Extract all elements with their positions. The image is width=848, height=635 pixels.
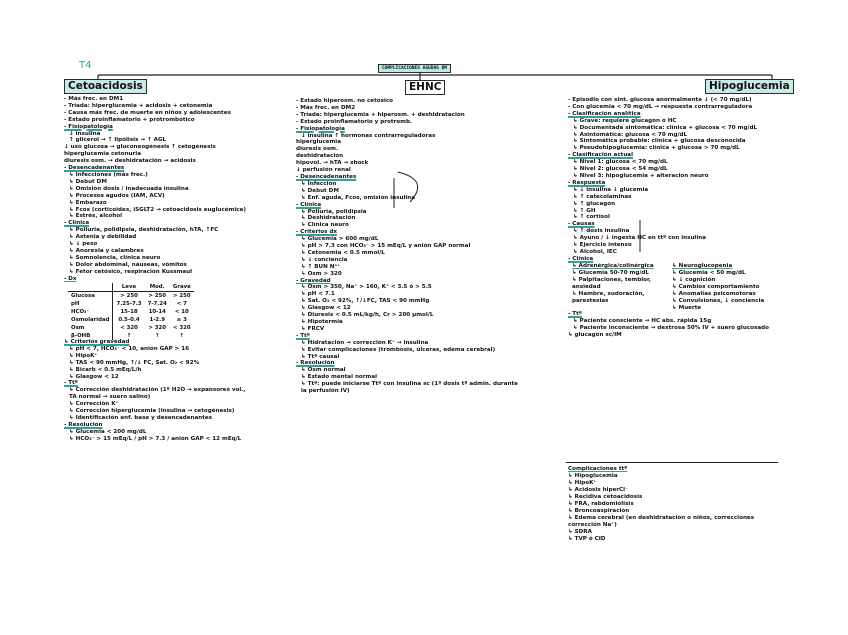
list-item: ↳ Hipoglucemia — [568, 473, 618, 479]
section-heading: - Causas — [568, 221, 595, 228]
note-line: ↳ ↑ GH — [573, 207, 596, 214]
list-item: parestesias — [572, 298, 609, 304]
note-line: ↳ Osm > 350, Na⁺ > 160, K⁺ < 3.5 ó > 5.5 — [301, 284, 432, 291]
note-line: ↳ glucagón sc/IM — [568, 331, 622, 338]
section-heading: - Resolución — [296, 360, 335, 367]
table-cell: < 320 — [172, 325, 191, 331]
note-line: ↳ Procesos agudos (IAM, ACV) — [69, 192, 165, 199]
list-item: ↳ SDRA — [568, 529, 592, 535]
table-cell: 7-7.24 — [147, 301, 167, 307]
note-line: - Con glucemia < 70 mg/dL → respuesta contrarreguladora — [568, 103, 753, 110]
list-item: ↳ Cambios comportamiento — [672, 284, 760, 290]
note-line: ↳ Glasgow < 12 — [301, 305, 351, 312]
note-line: ↳ Sintomática probable: clínica + glucosa desconocida — [573, 138, 746, 145]
complicaciones-tto — [568, 466, 798, 543]
table-cell: HCO₃⁻ — [68, 308, 113, 316]
note-line: ↳ Corrección deshidratación (1º H2O → expansores vol., — [69, 387, 246, 394]
section-heading: - Ttº — [568, 311, 582, 317]
note-line: ↳ TAS < 90 mmHg, ↑/↓ FC, Sat. O₂ < 92% — [69, 359, 200, 366]
note-line: ↳ Alcohol, IEC — [573, 248, 617, 255]
note-line: ↳ Ttº causal — [301, 353, 340, 360]
note-line: la perfusión IV) — [301, 388, 350, 395]
table-cell: Osm — [68, 324, 113, 332]
note-line: ↳ Hipotermia — [301, 319, 343, 325]
table-row — [68, 292, 194, 301]
note-line: ↳ pH < 7, HCO₃⁻ < 10, anión GAP > 16 — [69, 345, 190, 352]
list-item: ↳ FRA, rabdomiólisis — [568, 501, 634, 507]
section-heading: - Dx — [64, 275, 77, 282]
note-line: ↳ Paciente consciente → HC abs. rápida 15g — [573, 317, 712, 324]
note-line: - Más frec. en DM1 — [64, 96, 124, 102]
table-cell: > 320 — [148, 325, 167, 331]
note-line: - Tríada: hiperglucemia + acidosis + cetonemia — [64, 102, 213, 109]
section-divider — [566, 462, 778, 463]
note-line: ↳ Grave: requiere glucagón ó HC — [573, 117, 677, 124]
section-heading: - Desencadenantes — [296, 173, 357, 180]
section-heading: - Respuesta — [568, 179, 606, 186]
section-heading: - Gravedad — [296, 277, 331, 284]
note-line: ↳ Osm > 320 — [301, 270, 342, 277]
table-cell: 15-18 — [120, 309, 138, 315]
list-item: ↳ HipoK⁺ — [568, 480, 597, 486]
note-line: ↳ pH > 7.3 con HCO₃⁻ > 15 mEq/L y anión GAP normal — [301, 243, 471, 250]
table-cell: < 320 — [120, 325, 138, 331]
list-item: ↳ Muerte — [672, 305, 702, 311]
table-cell: ↑ — [154, 333, 160, 339]
note-line: ↳ Cetonemia < 0.5 mmol/L — [301, 249, 385, 256]
note-line: ↳ Corrección K⁺ — [69, 401, 119, 408]
note-line: ↳ Somnolencia, clínica neuro — [69, 254, 161, 261]
table-row — [68, 316, 194, 324]
note-line: ↳ ↑ glucagón — [573, 200, 616, 207]
table-row — [68, 308, 194, 316]
note-line: ↳ ↑ cortisol — [573, 214, 610, 221]
table-cell: > 250 — [148, 293, 167, 299]
note-line: ↳ pH < 7.1 — [301, 291, 335, 298]
note-line: - Estado proinflamatorio y protromb. — [296, 118, 413, 125]
note-line: diuresis osm. — [296, 146, 339, 153]
section-heading: - Clínica — [64, 220, 90, 227]
note-line: ↳ Estrés, alcohol — [69, 213, 123, 220]
note-line: diuresis osm. → deshidratación → acidosis — [64, 158, 196, 165]
note-line: ↳ Asintomática: glucosa < 70 mg/dL — [573, 131, 688, 138]
clinica-adrenergica — [572, 263, 654, 305]
note-line: ↳ ↑ dosis insulina — [573, 228, 630, 235]
table-cell: < 7 — [176, 301, 187, 307]
table-row — [68, 300, 194, 308]
note-line: ↳ HCO₃⁻ > 15 mEq/L / pH > 7.3 / anión GAP < 12 mEq/L — [69, 435, 242, 442]
list-item: ↳ Broncoaspiración — [568, 508, 630, 514]
note-line: ↳ Infección — [301, 180, 337, 187]
note-line: ↳ Glasgow < 12 — [69, 373, 119, 380]
note-line: ↳ Estado mental normal — [301, 374, 378, 381]
note-line: ↳ Fetor cetósico, respiración Kussmaul — [69, 268, 193, 275]
note-line: - Episodio con sint. glucosa anormalmente ↓ (< 70 mg/dL) — [568, 97, 752, 103]
section-heading: - Criterios dx — [296, 229, 337, 236]
section-heading: - Ttº — [296, 332, 310, 339]
note-line: ↳ Glucemia < 200 mg/dL — [69, 428, 147, 435]
list-item: ↳ Anomalías psicomotoras — [672, 291, 756, 297]
table-header-cell: Grave — [170, 283, 194, 292]
note-line: ↳ Bicarb < 0.5 mEq/L/h — [69, 366, 142, 373]
note-line: ↳ Poliuria, polidipsia, deshidratación, hTA, ↑FC — [69, 227, 219, 234]
note-line: ↑ glicerol → ↑ lipólisis → ↑ AGL — [69, 137, 167, 144]
note-line: hiperglucemia — [296, 139, 341, 146]
note-line: ↳ Nivel 3: hipoglucemia + alteración neuro — [573, 172, 709, 179]
note-line: ↳ FRCV — [301, 325, 325, 332]
table-cell: Osmolaridad — [68, 316, 113, 324]
note-line: hipovol. → hTA → shock — [296, 160, 369, 167]
note-line: ↳ Embarazo — [69, 199, 107, 206]
note-line: ↳ Nivel 1: glucosa < 70 mg/dL — [573, 159, 668, 166]
table-header-row — [68, 283, 194, 292]
note-line: ↳ Evitar complicaciones (trombosis, úlceras, edema cerebral) — [301, 346, 496, 353]
note-line: ↳ Anorexia y calambres — [69, 247, 144, 254]
clinica-neuroglucopenia-title: ↳ Neuroglucopenia — [672, 263, 733, 269]
list-item: ↳ Convulsiones, ↓ conciencia — [672, 298, 765, 304]
note-line: ↳ Sat. O₂ < 92%, ↑/↓FC, TAS < 90 mmHg — [301, 298, 430, 305]
page-tag: T4 — [79, 60, 92, 71]
note-line: ↳ Fcos (corticoides, iSGLT2 → cetoacidosis euglucémica) — [69, 206, 246, 213]
section-heading: - Fisiopatología — [296, 125, 345, 132]
table-cell: 1-2.9 — [149, 317, 165, 323]
note-line: ↳ Dolor abdominal, náuseas, vómitos — [69, 261, 187, 268]
note-line: - Estado hiperosm. no cetósico — [296, 98, 393, 104]
table-cell: ↑ — [179, 333, 185, 339]
heading-cetoacidosis: Cetoacidosis — [64, 79, 147, 94]
table-cell: Glucosa — [68, 292, 113, 301]
note-line: ↳ Corrección hiperglucemia (insulina → cetogénesis) — [69, 408, 235, 415]
note-line: ↳ Pseudohipoglucemia: clínica + glucosa > 70 mg/dL — [573, 145, 740, 152]
list-item: ↳ Glucemia < 50 mg/dL — [672, 270, 746, 276]
clinica-neuroglucopenia — [672, 263, 764, 312]
note-line: ↳ ↑ catecolaminas — [573, 193, 632, 200]
note-line: ↳ Debut DM — [69, 178, 107, 185]
table-cell: 10-14 — [148, 309, 166, 315]
table-cell: > 250 — [172, 293, 191, 299]
note-line: ↳ Clínica neuro — [301, 222, 349, 229]
list-item: ↳ Glucemia 50-70 mg/dL — [572, 270, 649, 276]
note-line: ↳ Diuresis < 0.5 mL/kg/h, Cr > 200 μmol/L — [301, 312, 434, 319]
section-heading: - Desencadenantes — [64, 165, 125, 172]
note-line: ↳ ↓ peso — [69, 241, 98, 248]
note-line: ↳ Debut DM — [301, 187, 339, 194]
section-heading: - Clasificación actual — [568, 152, 633, 159]
list-item: ↳ Palpitaciones, temblor, — [572, 277, 652, 283]
note-line: ↳ HipoK⁺ — [69, 352, 98, 359]
list-item: ↳ Recidiva cetoacidosis — [568, 494, 643, 500]
note-line: TA normal → suero salino) — [69, 394, 151, 401]
note-line: ↓ uso glucosa → gluconeogénesis ↑ cetogénesis — [64, 144, 216, 151]
section-heading: - Clínica — [296, 201, 322, 208]
note-line: ↳ Poliuria, polidipsia — [301, 208, 367, 215]
heading-ehnc: EHNC — [405, 80, 445, 95]
list-item: ↳ Hambre, sudoración, — [572, 291, 645, 297]
heading-hipoglucemia: Hipoglucemia — [705, 79, 794, 94]
dx-table — [68, 283, 194, 340]
note-line: ↳ ↓ insulina ↓ glucemia — [573, 186, 649, 193]
note-line: ↳ Glucemia > 600 mg/dL — [301, 236, 379, 243]
note-line: ↳ Nivel 2: glucosa < 54 mg/dL — [573, 166, 668, 173]
note-line: - Estado proinflamatorio + protrombótico — [64, 116, 195, 123]
table-cell: ≥ 3 — [176, 317, 187, 323]
section-heading: - Resolución — [64, 421, 103, 428]
section-heading: - Clasificación analítica — [568, 110, 641, 117]
table-cell: β-OHB — [68, 332, 113, 340]
note-line: ↳ Ayuno / ↓ ingesta HC en ttº con insulina — [573, 235, 707, 242]
note-line: ↳ Identificación enf. base y desencadenantes — [69, 414, 213, 421]
note-line: - Causa más frec. de muerte en niños y adolescentes — [64, 109, 231, 116]
table-header-cell — [68, 283, 113, 292]
table-cell: 0.5-0.4 — [118, 317, 140, 323]
complicaciones-title: Complicaciones ttº — [568, 466, 628, 472]
note-line: ↳ Paciente inconsciente → dextrosa 50% IV + suero glucosado — [573, 324, 769, 331]
clinica-adrenergica-title: ↳ Adrenérgica/colinérgica — [572, 263, 654, 269]
list-item: ↳ Acidosis hiperCl⁻ — [568, 487, 628, 493]
table-cell: pH — [68, 300, 113, 308]
hipoglucemia-column — [568, 97, 788, 263]
section-heading: - Fisiopatología — [64, 123, 113, 130]
note-line: deshidratación — [296, 153, 344, 160]
table-cell: < 10 — [174, 309, 189, 315]
table-cell: > 250 — [120, 293, 138, 299]
note-line: ↳ Ttº: puede iniciarse Ttº con insulina sc (1ª dosis tª admin. durante — [301, 381, 518, 388]
table-cell: ↑ — [126, 333, 132, 339]
table-header-cell: Leve — [113, 283, 145, 292]
list-item: corrección Na⁺) — [568, 522, 617, 528]
note-line: ↳ Astenia y debilidad — [69, 234, 137, 241]
note-line: - Más frec. en DM2 — [296, 104, 356, 111]
note-line: hiperglucemia cetonuria — [64, 151, 141, 158]
note-line: ↳ ↓ conciencia — [301, 256, 348, 263]
note-line: ↓ insulina ↑ hormonas contrarreguladoras — [301, 132, 436, 139]
table-row — [68, 324, 194, 332]
ehnc-column — [296, 98, 568, 395]
list-item: ansiedad — [572, 284, 601, 290]
note-line: ↳ Hidratación → corrección K⁺ → insulina — [301, 339, 429, 346]
section-heading: - Clínica — [568, 255, 594, 262]
section-heading: - Ttº — [64, 380, 78, 387]
note-line: ↳ ↑ BUN Nᵃ⁺ — [301, 263, 340, 270]
note-line: ↳ Ejercicio intenso — [573, 242, 632, 249]
note-line: - Tríada: hiperglucemia + hiperosm. + deshidratación — [296, 111, 465, 118]
dx-table-wrap — [68, 283, 194, 340]
note-line: ↳ Osm normal — [301, 367, 346, 374]
note-line: ↳ Omisión dosis / inadecuada insulina — [69, 185, 189, 192]
section-heading: ↳ Criterios gravedad — [64, 339, 130, 345]
note-line: ↳ Deshidratación — [301, 215, 356, 222]
table-cell: 7.25-7.3 — [116, 301, 142, 307]
note-line: ↳ Enf. aguda, Fcos, omisión insulina — [301, 194, 416, 201]
note-line: ↳ Infecciones (más frec.) — [69, 171, 148, 178]
table-header-cell: Mod. — [145, 283, 170, 292]
cetoacidosis-column — [64, 96, 284, 282]
list-item: ↳ TVP ó CID — [568, 536, 606, 542]
note-line: ↓ perfusión renal — [296, 167, 351, 174]
page-title: COMPLICACIONES AGUDAS DM — [378, 64, 451, 73]
hipoglucemia-column-b — [568, 311, 798, 339]
note-line: ↳ Documentada sintomática: clínica + glucosa < 70 mg/dL — [573, 124, 758, 131]
note-line: ↓ insulina — [69, 130, 101, 137]
list-item: ↳ ↓ cognición — [672, 277, 716, 283]
list-item: ↳ Edema cerebral (en deshidratación o niños, correcciones — [568, 515, 755, 521]
cetoacidosis-column-b — [64, 339, 290, 443]
